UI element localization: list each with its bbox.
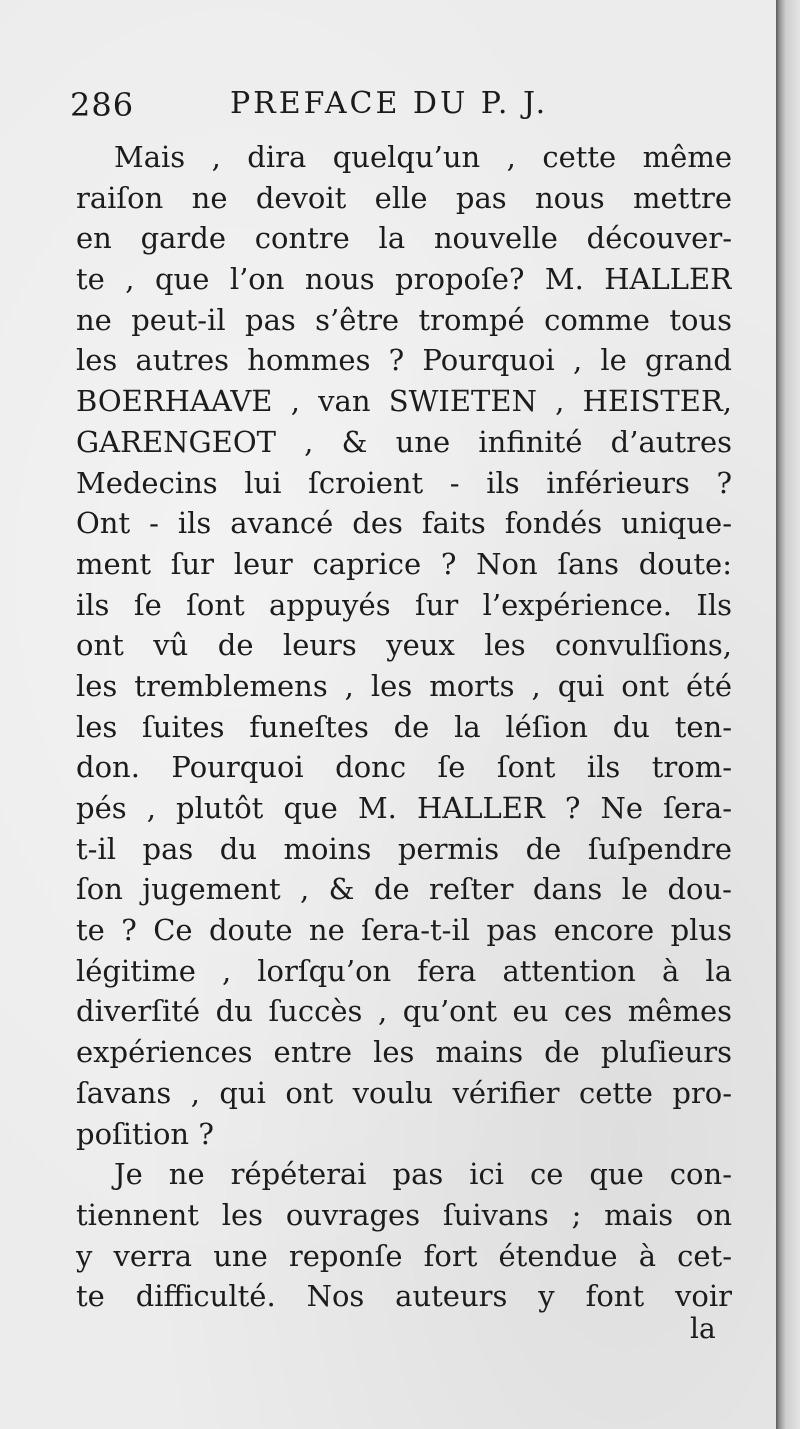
- text-line: tiennent les ouvrages ſuivans ; mais on: [76, 1197, 732, 1232]
- text-line: Medecins lui ſcroient - ils inférieurs ?: [76, 465, 732, 500]
- text-line: raiſon ne devoit elle pas nous mettre: [76, 180, 732, 215]
- text-line: ils ſe ſont appuyés ſur l’expérience. Ils: [76, 587, 732, 622]
- text-line: expériences entre les mains de pluſieurs: [76, 1035, 732, 1070]
- text-line: GARENGEOT , & une infinité d’autres: [76, 424, 732, 459]
- text-line: diverſité du ſuccès , qu’ont eu ces mêmes: [76, 994, 732, 1029]
- text-line: te , que l’on nous propoſe? M. HALLER: [76, 262, 732, 297]
- text-line: poſition ?: [76, 1116, 214, 1151]
- text-line: les autres hommes ? Pourquoi , le grand: [76, 343, 732, 378]
- text-line: ſavans , qui ont voulu vérifier cette pro-: [76, 1075, 732, 1110]
- text-line: ne peut-il pas s’être trompé comme tous: [76, 302, 732, 337]
- text-line: en garde contre la nouvelle découver-: [76, 221, 732, 256]
- running-head: PREFACE DU P. J.: [230, 86, 549, 121]
- text-line: ſon jugement , & de reſter dans le dou-: [76, 872, 732, 907]
- text-line: légitime , lorſqu’on fera attention à la: [76, 953, 732, 988]
- text-line: BOERHAAVE , van SWIETEN , HEISTER,: [76, 384, 732, 419]
- body-text: [76, 137, 736, 1317]
- text-line: don. Pourquoi donc ſe ſont ils trom-: [76, 750, 732, 785]
- text-line: y verra une reponſe fort étendue à cet-: [76, 1238, 732, 1273]
- catchword: la: [690, 1312, 716, 1345]
- text-line: Ont - ils avancé des faits fondés unique-: [76, 506, 732, 541]
- binding-gutter: [776, 0, 800, 1429]
- text-line: les ſuites funeſtes de la léſion du ten-: [76, 709, 732, 744]
- text-line: ment ſur leur caprice ? Non ſans doute:: [76, 546, 732, 581]
- page-number: 286: [70, 86, 135, 124]
- text-line: les tremblemens , les morts , qui ont été: [76, 668, 732, 703]
- text-line: Mais , dira quelqu’un , cette même: [114, 140, 732, 174]
- text-line: te difficulté. Nos auteurs y font voir: [76, 1279, 732, 1314]
- page-header: [70, 78, 730, 134]
- text-line: Je ne répéterai pas ici ce que con-: [114, 1157, 732, 1192]
- text-line: te ? Ce doute ne ſera-t-il pas encore plus: [76, 913, 732, 948]
- text-line: t-il pas du moins permis de ſuſpendre: [76, 831, 732, 866]
- text-line: ont vû de leurs yeux les convulſions,: [76, 628, 732, 663]
- text-line: pés , plutôt que M. HALLER ? Ne ſera-: [76, 791, 732, 825]
